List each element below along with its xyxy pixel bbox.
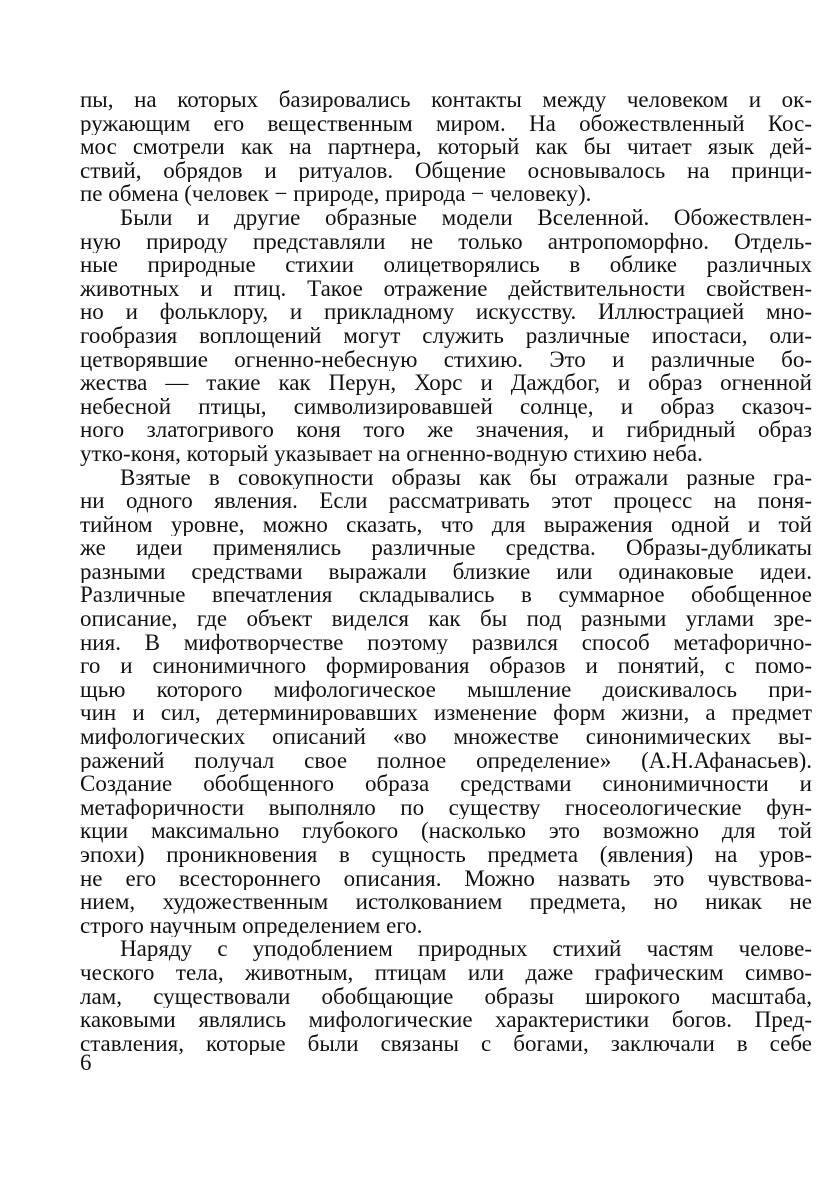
text-line: гообразия воплощений могут служить различные ипостаси, оли- xyxy=(80,323,812,348)
text-line: мос смотрели как на партнера, который как бы читает язык дей- xyxy=(80,135,812,159)
text-line: же идеи применялись различные средства. Образы-дубликаты xyxy=(80,536,812,560)
text-line: ного златогривого коня того же значения, и гибридный образ xyxy=(80,418,812,442)
text-line: животных и птиц. Такое отражение действительности свойствен- xyxy=(80,276,812,301)
text-line: метафоричности выполняло по существу гносеологические фун- xyxy=(80,795,812,820)
text-line: Были и другие образные модели Вселенной. Обожествлен- xyxy=(120,205,812,230)
text-line: каковыми являлись мифологические характеристики богов. Пред- xyxy=(80,1008,812,1032)
page-body xyxy=(80,88,812,1055)
text-line: эпохи) проникновения в сущность предмета (явления) на уров- xyxy=(80,843,812,867)
text-line: чин и сил, детерминировавших изменение форм жизни, а предмет xyxy=(80,701,812,726)
text-line: го и синонимичного формирования образов и понятий, с помо- xyxy=(80,654,812,678)
text-line: пе обмена (человек − природе, природа − человеку). xyxy=(80,182,592,206)
text-line: Различные впечатления складывались в суммарное обобщенное xyxy=(80,583,812,608)
text-line: нием, художественным истолкованием предмета, но никак не xyxy=(80,890,812,914)
text-line: ния. В мифотворчестве поэтому развился способ метафорично- xyxy=(80,630,812,655)
text-line: щью которого мифологическое мышление доискивалось при- xyxy=(80,677,812,702)
text-line: ствий, обрядов и ритуалов. Общение основывалось на принци- xyxy=(80,158,812,183)
text-line: ческого тела, животным, птицам или даже графическим симво- xyxy=(80,960,812,985)
text-line: не его всестороннего описания. Можно назвать это чувствова- xyxy=(80,866,812,891)
text-line: кции максимально глубокого (насколько это возможно для той xyxy=(80,819,812,843)
text-line: ружающим его вещественным миром. На обожествленный Кос- xyxy=(80,111,812,136)
text-line: тийном уровне, можно сказать, что для выражения одной и той xyxy=(80,512,812,537)
text-line: ставления, которые были связаны с богами, заключали в себе xyxy=(80,1031,812,1056)
text-line: но и фольклору, и прикладному искусству. Иллюстрацией мно- xyxy=(80,300,812,324)
text-line: жества — такие как Перун, Хорс и Даждбог, и образ огненной xyxy=(80,371,812,395)
text-line: лам, существовали обобщающие образы широкого масштаба, xyxy=(80,984,812,1009)
text-line: строго научным определением его. xyxy=(80,913,423,938)
text-line: небесной птицы, символизировавшей солнце, и образ сказоч- xyxy=(80,394,812,419)
page-number: 6 xyxy=(80,1050,92,1075)
text-line: мифологических описаний «во множестве синонимических вы- xyxy=(80,725,812,749)
text-line: Взятые в совокупности образы как бы отражали разные гра- xyxy=(120,465,812,490)
paragraph-3 xyxy=(80,466,812,938)
text-line: ни одного явления. Если рассматривать этот процесс на поня- xyxy=(80,489,812,513)
text-line: разными средствами выражали близкие или одинаковые идеи. xyxy=(80,559,812,584)
text-line: Наряду с уподоблением природных стихий частям челове- xyxy=(120,937,812,961)
paragraph-2 xyxy=(80,206,812,466)
text-line: ную природу представляли не только антропоморфно. Отдель- xyxy=(80,229,812,254)
text-line: описание, где объект виделся как бы под разными углами зре- xyxy=(80,607,812,631)
paragraph-4 xyxy=(80,937,812,1055)
text-line: пы, на которых базировались контакты между человеком и ок- xyxy=(80,88,812,112)
text-line: цетворявшие огненно-небесную стихию. Это и различные бо- xyxy=(80,347,812,372)
paragraph-1 xyxy=(80,88,812,206)
text-line: утко-коня, который указывает на огненно-водную стихию неба. xyxy=(80,441,703,466)
text-line: ражений получал свое полное определение» (А.Н.Афанасьев). xyxy=(80,748,812,773)
text-line: Создание обобщенного образа средствами синонимичности и xyxy=(80,772,812,796)
text-line: ные природные стихии олицетворялись в облике различных xyxy=(80,253,812,277)
